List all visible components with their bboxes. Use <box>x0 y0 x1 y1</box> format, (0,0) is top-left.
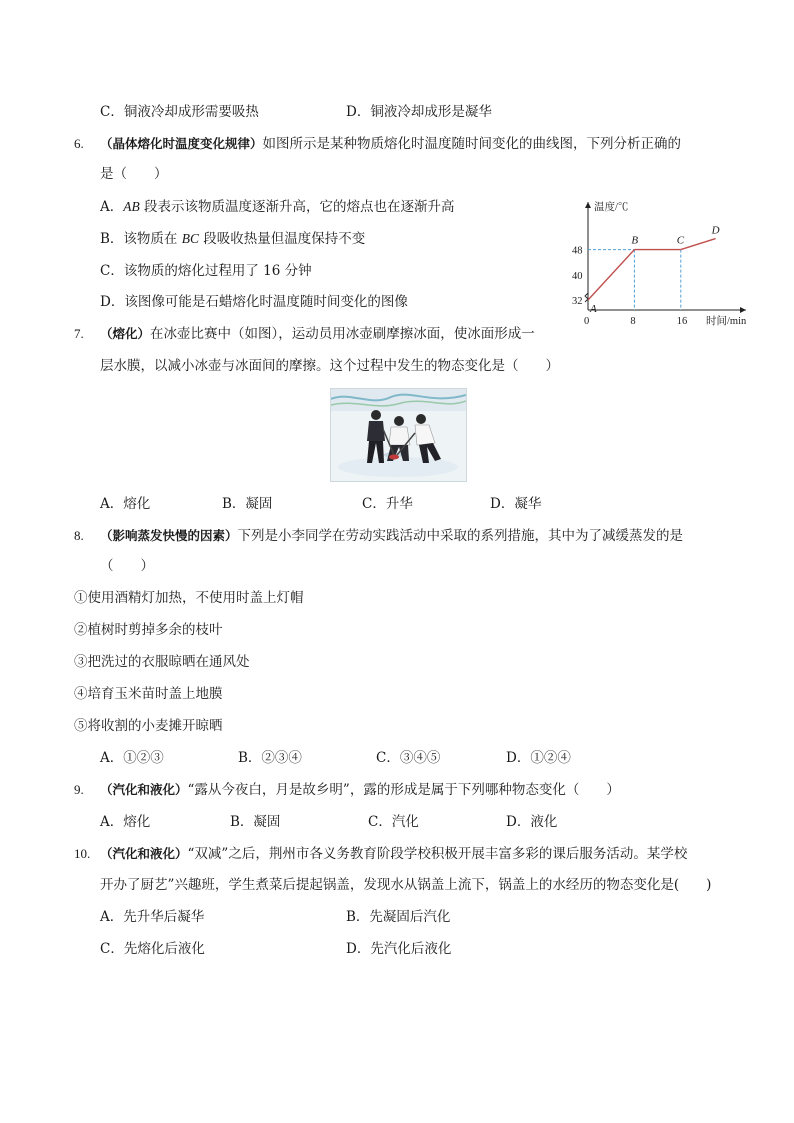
q9-stem-line1 <box>100 780 620 800</box>
curling-photo <box>330 388 467 482</box>
point-label-d: D <box>711 224 720 237</box>
q10-stem-text: “双减”之后，荆州市各义务教育阶段学校积极开展丰富多彩的课后服务活动。某学校 <box>187 846 688 862</box>
q5-option-d: D．铜液冷却成形是凝华 <box>346 104 492 120</box>
q10-topic-tag: （汽化和液化） <box>100 846 188 861</box>
x-axis-label: 时间/min <box>706 316 747 327</box>
q9-stem-text: “露从今夜白，月是故乡明”，露的形成是属于下列哪种物态变化（ ） <box>187 782 620 798</box>
q8-topic-tag: （影响蒸发快慢的因素） <box>100 528 238 543</box>
q9-option-d: D．液化 <box>506 814 558 830</box>
q9-option-a: A．熔化 <box>100 814 151 830</box>
q6-stem-line2: 是（ ） <box>100 166 168 182</box>
point-label-b: B <box>631 234 639 247</box>
q10-stem-line1 <box>100 844 687 864</box>
curve-segment-cd <box>681 239 716 250</box>
q6-option-d: D．该图像可能是石蜡熔化时温度随时间变化的图像 <box>100 294 408 310</box>
x-tick-label: 8 <box>630 316 636 327</box>
origin-label: 0 <box>584 316 590 327</box>
y-tick-label: 40 <box>572 270 583 282</box>
x-tick-label: 16 <box>676 316 688 327</box>
q9-option-b: B．凝固 <box>230 814 281 830</box>
q6-option-b <box>100 229 365 249</box>
q10-stem-line2: 开办了厨艺”兴趣班，学生煮菜后提起锅盖，发现水从锅盖上流下，锅盖上的水经历的物态变化是( ) <box>100 877 712 893</box>
q8-item-2: ②植树时剪掉多余的枝叶 <box>74 622 223 638</box>
q7-option-d: D．凝华 <box>490 496 542 512</box>
q8-number: 8. <box>74 528 84 543</box>
q7-stem-line1 <box>100 324 535 344</box>
q9-number: 9. <box>74 782 84 797</box>
q8-option-b: B．②③④ <box>238 750 302 766</box>
y-tick-label: 32 <box>572 296 583 307</box>
q8-option-c: C．③④⑤ <box>376 750 441 766</box>
q6-option-a-text: 段表示该物质温度逐渐升高，它的熔点也在逐渐升高 <box>139 199 455 215</box>
q6-option-b-text: 段吸收热量但温度保持不变 <box>198 231 366 247</box>
q9-topic-tag: （汽化和液化） <box>100 782 188 797</box>
q10-number: 10. <box>74 846 91 861</box>
q6-option-b-segment: BC <box>181 231 199 246</box>
q8-item-1: ①使用酒精灯加热，不使用时盖上灯帽 <box>74 590 304 606</box>
y-tick-label: 48 <box>572 245 583 257</box>
q10-option-d: D．先汽化后液化 <box>346 941 452 957</box>
q6-option-c: C．该物质的熔化过程用了 16 分钟 <box>100 263 312 279</box>
q7-option-c: C．升华 <box>362 496 413 512</box>
q7-option-a: A．熔化 <box>100 496 151 512</box>
q6-stem-line1 <box>100 134 681 154</box>
q10-option-b: B．先凝固后汽化 <box>346 909 451 925</box>
q6-option-a-prefix: A． <box>100 199 124 215</box>
q10-option-a: A．先升华后凝华 <box>100 909 205 925</box>
q5-option-c: C．铜液冷却成形需要吸热 <box>100 104 259 120</box>
melting-curve-chart <box>566 196 756 330</box>
point-label-a: A <box>590 303 597 315</box>
q6-topic-tag: （晶体熔化时温度变化规律） <box>100 136 263 151</box>
q6-number: 6. <box>74 136 84 151</box>
q7-topic-tag: （熔化） <box>100 326 151 341</box>
q7-option-b: B．凝固 <box>222 496 273 512</box>
q8-option-a: A．①②③ <box>100 750 164 766</box>
q8-item-5: ⑤将收割的小麦摊开晾晒 <box>74 718 223 734</box>
q7-stem-text: 在冰壶比赛中（如图），运动员用冰壶刷摩擦冰面，使冰面形成一 <box>150 326 535 342</box>
q8-item-3: ③把洗过的衣服晾晒在通风处 <box>74 654 250 670</box>
q7-stem-line2: 层水膜，以减小冰壶与冰面间的摩擦。这个过程中发生的物态变化是（ ） <box>100 358 559 374</box>
q8-stem-line1 <box>100 526 683 546</box>
q8-item-4: ④培育玉米苗时盖上地膜 <box>74 686 223 702</box>
q6-option-b-prefix: B．该物质在 <box>100 231 182 247</box>
q8-stem-text: 下列是小李同学在劳动实践活动中采取的系列措施，其中为了减缓蒸发的是 <box>237 528 684 544</box>
q10-option-c: C．先熔化后液化 <box>100 941 205 957</box>
y-axis-label: 温度/℃ <box>594 202 629 213</box>
q6-stem-text: 如图所示是某种物质熔化时温度随时间变化的曲线图，下列分析正确的 <box>262 136 682 152</box>
q6-option-a <box>100 197 455 217</box>
curling-illustration <box>331 389 466 481</box>
q9-option-c: C．汽化 <box>368 814 419 830</box>
q8-option-d: D．①②④ <box>506 750 571 766</box>
q6-option-a-segment: AB <box>123 199 140 214</box>
q8-stem-line2: （ ） <box>100 558 154 574</box>
q7-number: 7. <box>74 326 84 341</box>
curve-segment-ab <box>588 250 634 300</box>
point-label-c: C <box>676 234 685 247</box>
